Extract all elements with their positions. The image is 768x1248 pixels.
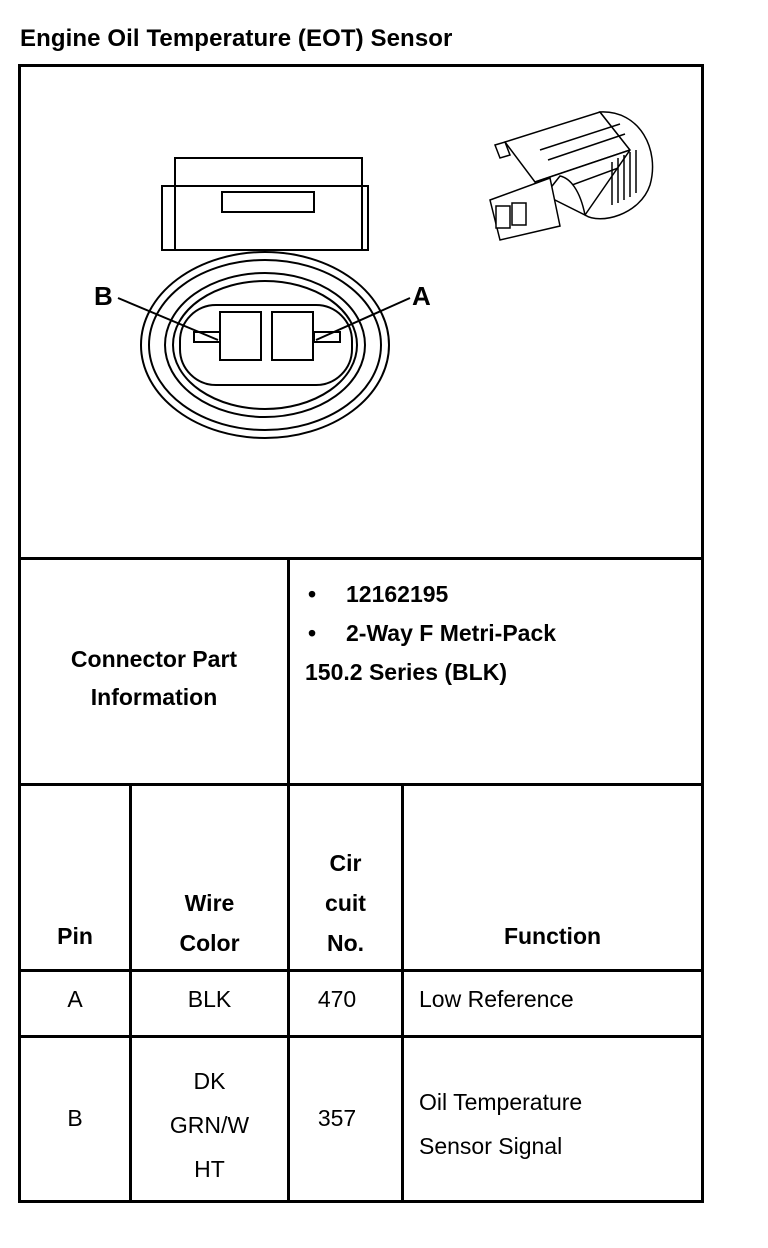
divider-connector	[18, 783, 704, 786]
row-b-wire-line2: GRN/W	[169, 1112, 250, 1138]
bullet-icon: •	[308, 620, 317, 646]
header-circuit-line3: No.	[326, 930, 365, 956]
bullet-icon: •	[308, 581, 317, 607]
header-wire-line1: Wire	[184, 890, 235, 916]
header-pin: Pin	[57, 923, 93, 949]
header-function: Function	[503, 923, 602, 949]
header-circuit-line2: cuit	[325, 890, 366, 916]
connector-series: 150.2 Series (BLK)	[305, 659, 507, 685]
header-circuit-no	[290, 843, 401, 963]
row-a-circuit: 470	[317, 986, 357, 1012]
connector-info-label-line2: Information	[90, 684, 218, 710]
row-b-function-line1: Oil Temperature	[419, 1089, 583, 1115]
row-b-function	[419, 1080, 582, 1168]
row-a-wire: BLK	[187, 986, 232, 1012]
row-a-pin: A	[67, 986, 83, 1012]
latch-window	[222, 192, 314, 212]
row-b-wire	[132, 1059, 287, 1191]
connector-diagram	[20, 66, 702, 558]
pin-label-b: B	[94, 281, 113, 311]
housing-top	[175, 158, 362, 186]
page-title: Engine Oil Temperature (EOT) Sensor	[20, 25, 453, 52]
connector-type: 2-Way F Metri-Pack	[346, 620, 557, 646]
terminal-a	[272, 312, 313, 360]
col-divider-connector	[287, 557, 290, 786]
row-b-function-line2: Sensor Signal	[419, 1133, 563, 1159]
connector-bullet-1	[308, 581, 316, 608]
header-wire-color	[132, 883, 287, 963]
connector-face-drawing	[20, 66, 702, 558]
row-b-wire-line1: DK	[193, 1068, 226, 1094]
row-b-wire-line3: HT	[194, 1156, 225, 1182]
connector-3d-view	[490, 112, 653, 240]
connector-info-label-line1: Connector Part	[70, 646, 238, 672]
row-b-circuit: 357	[317, 1105, 357, 1131]
terminal-b	[220, 312, 261, 360]
part-number: 12162195	[346, 581, 449, 607]
frame-bottom	[18, 1200, 704, 1203]
connector-bullet-2	[308, 620, 316, 647]
col-divider-circuit	[401, 783, 404, 1203]
row-b-pin: B	[67, 1105, 83, 1131]
divider-header	[18, 969, 704, 972]
pin-label-a: A	[412, 281, 431, 311]
header-circuit-line1: Cir	[329, 850, 362, 876]
header-wire-line2: Color	[179, 930, 240, 956]
row-a-function: Low Reference	[419, 986, 574, 1012]
divider-row-a	[18, 1035, 704, 1038]
connector-info-label	[21, 640, 287, 716]
